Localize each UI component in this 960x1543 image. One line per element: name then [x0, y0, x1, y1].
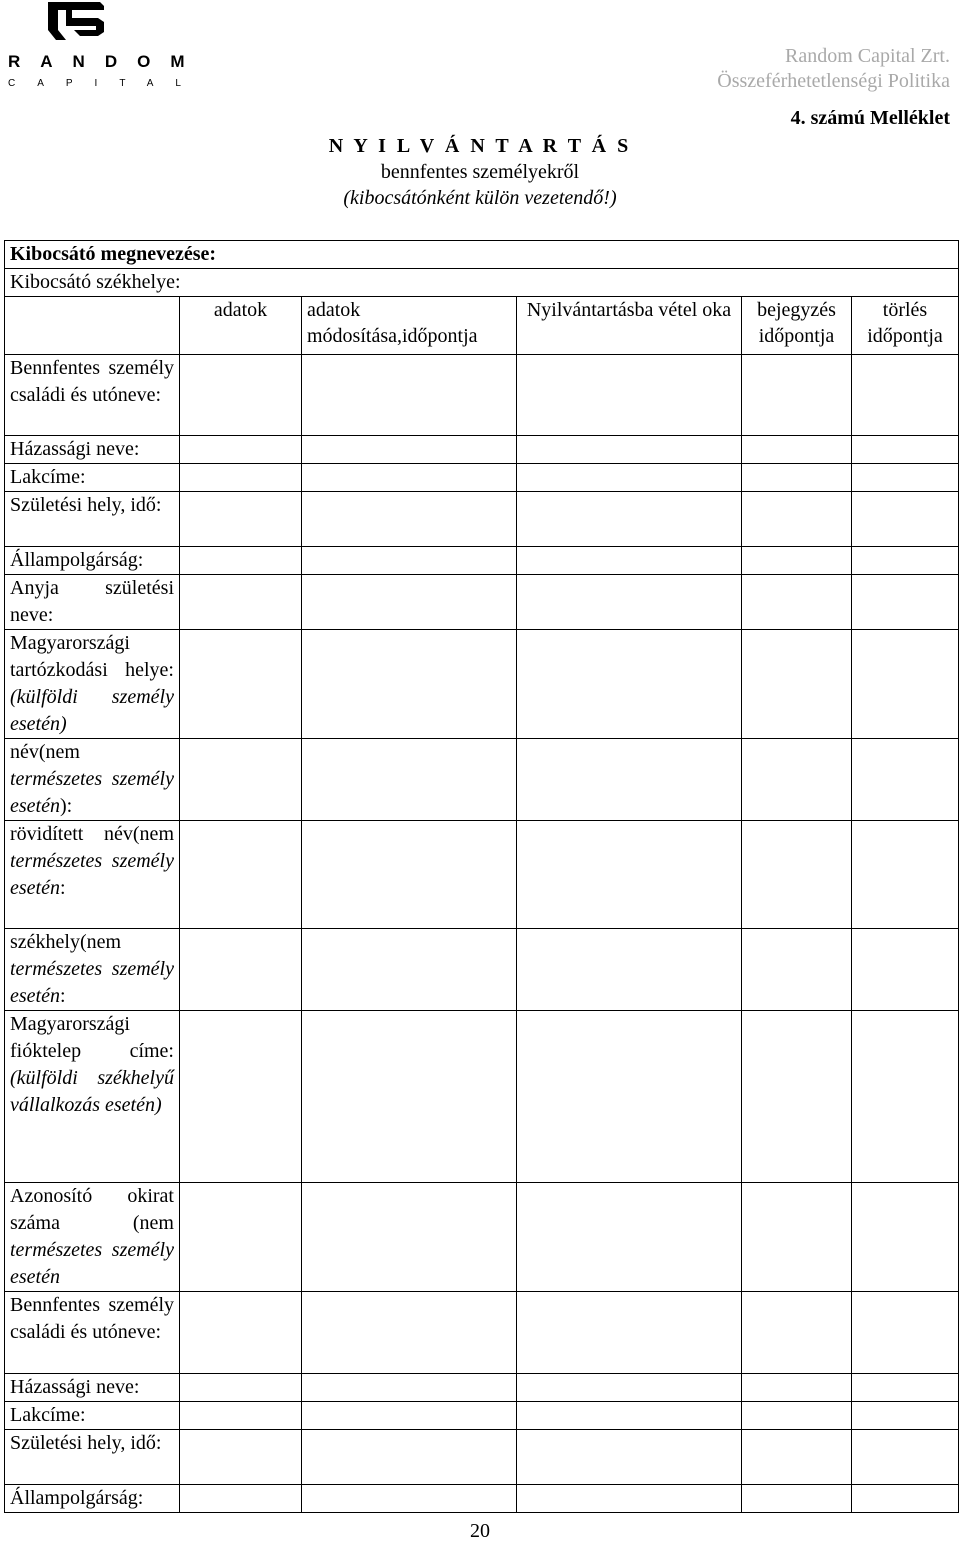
row-label — [5, 1374, 180, 1402]
row-label — [5, 575, 180, 630]
entry-cell[interactable] — [742, 1183, 852, 1292]
table-row — [5, 1183, 959, 1292]
col-header-data: adatok — [180, 297, 302, 355]
header-blank-cell — [5, 297, 180, 355]
row-label-text: Születési hely, idő: — [10, 494, 162, 516]
data-cell[interactable] — [180, 492, 302, 547]
deletion-cell[interactable] — [852, 630, 959, 739]
reason-cell[interactable] — [517, 1430, 742, 1485]
entry-cell[interactable] — [742, 436, 852, 464]
reason-cell[interactable] — [517, 492, 742, 547]
policy-name: Összeférhetetlenségi Politika — [717, 70, 950, 92]
row-label — [5, 1292, 180, 1374]
data-cell[interactable] — [180, 355, 302, 436]
table-row — [5, 547, 959, 575]
entry-cell[interactable] — [742, 821, 852, 929]
col-header-reason: Nyilvántartásba vétel oka — [517, 297, 742, 355]
modified-cell[interactable] — [302, 436, 517, 464]
row-label-note: természetes személy esetén — [10, 958, 174, 1007]
entry-cell[interactable] — [742, 1430, 852, 1485]
issuer-name-label: Kibocsátó megnevezése: — [5, 241, 959, 269]
row-label-text: Bennfentes személy családi és utóneve: — [10, 1294, 174, 1343]
entry-cell[interactable] — [742, 492, 852, 547]
row-label — [5, 821, 180, 929]
row-label-note: (külföldi székhelyű vállalkozás esetén) — [10, 1067, 174, 1116]
deletion-cell[interactable] — [852, 355, 959, 436]
row-label-note: természetes személy esetén — [10, 768, 174, 817]
logo-wordmark: RANDOM — [8, 52, 205, 71]
entry-cell[interactable] — [742, 1292, 852, 1374]
data-cell[interactable] — [180, 1183, 302, 1292]
company-name: Random Capital Zrt. — [785, 45, 950, 67]
title-note: (kibocsátónként külön vezetendő!) — [343, 187, 617, 209]
insider-register-table — [4, 240, 959, 1513]
row-label-text: név(nem — [10, 741, 80, 763]
modified-cell[interactable] — [302, 355, 517, 436]
table-row — [5, 464, 959, 492]
col-header-modified: adatok módosítása,időpontja — [302, 297, 517, 355]
table-row — [5, 492, 959, 547]
row-label-note: természetes személy esetén — [10, 850, 174, 899]
row-label-text: Lakcíme: — [10, 466, 86, 488]
row-label-suffix: : — [59, 877, 66, 899]
table-row — [5, 1485, 959, 1513]
reason-cell[interactable] — [517, 355, 742, 436]
modified-cell[interactable] — [302, 1183, 517, 1292]
row-label-text: Lakcíme: — [10, 1404, 86, 1426]
table-row — [5, 1292, 959, 1374]
data-cell[interactable] — [180, 575, 302, 630]
reason-cell[interactable] — [517, 1402, 742, 1430]
data-cell[interactable] — [180, 929, 302, 1011]
row-label-note: természetes személy esetén — [10, 1239, 174, 1288]
reason-cell[interactable] — [517, 1374, 742, 1402]
data-cell[interactable] — [180, 630, 302, 739]
modified-cell[interactable] — [302, 464, 517, 492]
reason-cell[interactable] — [517, 575, 742, 630]
row-label-suffix: ): — [59, 795, 73, 817]
deletion-cell[interactable] — [852, 1183, 959, 1292]
row-label-text: Születési hely, idő: — [10, 1432, 162, 1454]
deletion-cell[interactable] — [852, 1430, 959, 1485]
deletion-cell[interactable] — [852, 821, 959, 929]
deletion-cell[interactable] — [852, 492, 959, 547]
row-label — [5, 630, 180, 739]
row-label — [5, 1485, 180, 1513]
page-number: 20 — [470, 1520, 490, 1542]
deletion-cell[interactable] — [852, 929, 959, 1011]
row-label — [5, 1430, 180, 1485]
deletion-cell[interactable] — [852, 1374, 959, 1402]
row-label-text: Állampolgárság: — [10, 1487, 144, 1509]
data-cell[interactable] — [180, 436, 302, 464]
modified-cell[interactable] — [302, 1402, 517, 1430]
modified-cell[interactable] — [302, 630, 517, 739]
modified-cell[interactable] — [302, 1430, 517, 1485]
table-row — [5, 1402, 959, 1430]
title-subtitle: bennfentes személyekről — [380, 161, 580, 183]
modified-cell[interactable] — [302, 1011, 517, 1183]
row-label — [5, 1402, 180, 1430]
data-cell[interactable] — [180, 739, 302, 821]
data-cell[interactable] — [180, 821, 302, 929]
row-label-suffix: : — [59, 985, 66, 1007]
data-cell[interactable] — [180, 1374, 302, 1402]
reason-cell[interactable] — [517, 436, 742, 464]
reason-cell[interactable] — [517, 739, 742, 821]
table-row — [5, 929, 959, 1011]
data-cell[interactable] — [180, 464, 302, 492]
table-row — [5, 630, 959, 739]
row-label-text: Állampolgárság: — [10, 549, 144, 571]
reason-cell[interactable] — [517, 464, 742, 492]
reason-cell[interactable] — [517, 547, 742, 575]
deletion-cell[interactable] — [852, 547, 959, 575]
entry-cell[interactable] — [742, 929, 852, 1011]
row-label — [5, 739, 180, 821]
modified-cell[interactable] — [302, 739, 517, 821]
row-label-text: Magyarországi tartózkodási helye: — [10, 632, 174, 681]
data-cell[interactable] — [180, 1292, 302, 1374]
row-label — [5, 1011, 180, 1183]
row-label — [5, 1183, 180, 1292]
logo-mark-icon — [8, 0, 138, 50]
reason-cell[interactable] — [517, 1485, 742, 1513]
row-label-note: (külföldi személy esetén) — [10, 686, 174, 735]
register-rows — [5, 355, 959, 1513]
deletion-cell[interactable] — [852, 436, 959, 464]
row-label — [5, 929, 180, 1011]
deletion-cell[interactable] — [852, 1402, 959, 1430]
column-header-row — [5, 297, 959, 355]
table-row — [5, 1430, 959, 1485]
data-cell[interactable] — [180, 1485, 302, 1513]
entry-cell[interactable] — [742, 547, 852, 575]
table-row — [5, 575, 959, 630]
deletion-cell[interactable] — [852, 1011, 959, 1183]
entry-cell[interactable] — [742, 1485, 852, 1513]
row-label-text: rövidített név(nem — [10, 823, 174, 845]
reason-cell[interactable] — [517, 1011, 742, 1183]
modified-cell[interactable] — [302, 1485, 517, 1513]
row-label — [5, 355, 180, 436]
row-label — [5, 436, 180, 464]
deletion-cell[interactable] — [852, 739, 959, 821]
logo-subtitle: CAPITAL — [8, 78, 203, 89]
entry-cell[interactable] — [742, 739, 852, 821]
entry-cell[interactable] — [742, 575, 852, 630]
col-header-entry: bejegyzés időpontja — [742, 297, 852, 355]
reason-cell[interactable] — [517, 929, 742, 1011]
col-header-deletion: törlés időpontja — [852, 297, 959, 355]
row-label-text: Azonosító okirat száma (nem — [10, 1185, 174, 1234]
reason-cell[interactable] — [517, 821, 742, 929]
modified-cell[interactable] — [302, 1374, 517, 1402]
modified-cell[interactable] — [302, 575, 517, 630]
random-capital-logo — [8, 0, 205, 95]
entry-cell[interactable] — [742, 630, 852, 739]
data-cell[interactable] — [180, 1011, 302, 1183]
table-row — [5, 1374, 959, 1402]
table-row — [5, 355, 959, 436]
issuer-seat-label: Kibocsátó székhelye: — [5, 269, 959, 297]
issuer-name-row — [5, 241, 959, 269]
table-row — [5, 739, 959, 821]
modified-cell[interactable] — [302, 929, 517, 1011]
modified-cell[interactable] — [302, 492, 517, 547]
data-cell[interactable] — [180, 1430, 302, 1485]
document-header — [717, 44, 950, 94]
table-row — [5, 436, 959, 464]
entry-cell[interactable] — [742, 1402, 852, 1430]
entry-cell[interactable] — [742, 1374, 852, 1402]
entry-cell[interactable] — [742, 464, 852, 492]
table-row — [5, 821, 959, 929]
deletion-cell[interactable] — [852, 1292, 959, 1374]
deletion-cell[interactable] — [852, 464, 959, 492]
reason-cell[interactable] — [517, 1292, 742, 1374]
row-label-text: Bennfentes személy családi és utóneve: — [10, 357, 174, 406]
document-title — [300, 133, 660, 211]
reason-cell[interactable] — [517, 1183, 742, 1292]
table-row — [5, 1011, 959, 1183]
deletion-cell[interactable] — [852, 1485, 959, 1513]
row-label-text: Anyja születési neve: — [10, 577, 174, 626]
data-cell[interactable] — [180, 1402, 302, 1430]
modified-cell[interactable] — [302, 821, 517, 929]
reason-cell[interactable] — [517, 630, 742, 739]
row-label — [5, 547, 180, 575]
modified-cell[interactable] — [302, 1292, 517, 1374]
row-label — [5, 464, 180, 492]
deletion-cell[interactable] — [852, 575, 959, 630]
title-main: N Y I L V Á N T A R T Á S — [328, 135, 632, 157]
annex-label: 4. számú Melléklet — [790, 107, 950, 129]
row-label-text: Házassági neve: — [10, 1376, 140, 1398]
entry-cell[interactable] — [742, 355, 852, 436]
data-cell[interactable] — [180, 547, 302, 575]
row-label-text: székhely(nem — [10, 931, 122, 953]
issuer-seat-row — [5, 269, 959, 297]
row-label-text: Magyarországi fióktelep címe: — [10, 1013, 174, 1062]
entry-cell[interactable] — [742, 1011, 852, 1183]
row-label-text: Házassági neve: — [10, 438, 140, 460]
modified-cell[interactable] — [302, 547, 517, 575]
row-label — [5, 492, 180, 547]
